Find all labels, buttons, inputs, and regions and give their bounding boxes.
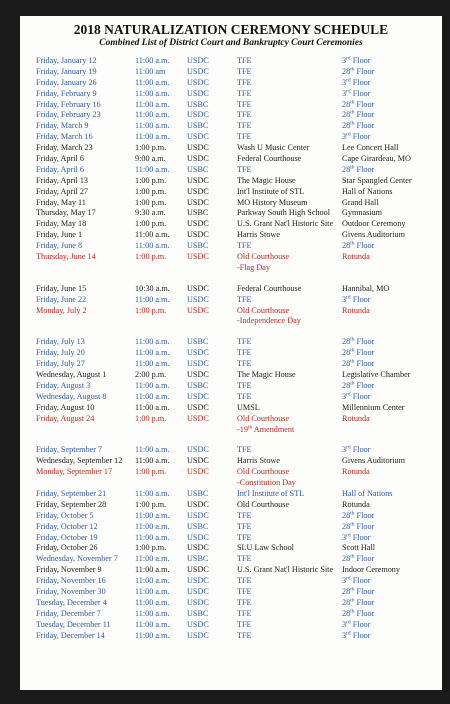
ceremony-date: Friday, June 8 — [36, 241, 83, 251]
table-row — [20, 284, 442, 295]
ceremony-room: 3rd Floor — [342, 87, 371, 98]
schedule-document — [20, 16, 442, 690]
ceremony-room: 28th Floor — [342, 109, 375, 120]
table-row — [20, 467, 442, 478]
table-row — [20, 381, 442, 392]
ceremony-room: Hall of Nations — [342, 186, 393, 196]
ceremony-location: TFE — [237, 99, 252, 109]
ceremony-time: 1:00 p.m. — [135, 413, 167, 423]
ceremony-time: 11:00 a.m. — [135, 359, 170, 369]
ceremony-court: USDC — [187, 186, 209, 196]
ceremony-time: 1:00 p.m. — [135, 467, 167, 477]
ceremony-location: TFE — [237, 608, 252, 618]
ceremony-date: Friday, July 27 — [36, 359, 85, 369]
ceremony-date: Tuesday, December 4 — [36, 597, 107, 607]
ceremony-court: USDC — [187, 77, 209, 87]
ceremony-room: 3rd Floor — [342, 293, 371, 304]
ceremony-room: 28th Floor — [342, 347, 375, 358]
ceremony-date: Wednesday, September 12 — [36, 456, 123, 466]
ceremony-date: Friday, July 13 — [36, 337, 85, 347]
ceremony-location: The Magic House — [237, 370, 296, 380]
ceremony-time: 11:00 a.m. — [135, 241, 170, 251]
table-row — [20, 359, 442, 370]
ceremony-room: 3rd Floor — [342, 618, 371, 629]
ceremony-time: 9:00 a.m. — [135, 154, 166, 164]
ceremony-location: TFE — [237, 619, 252, 629]
ceremony-time: 11:00 a.m. — [135, 380, 170, 390]
ceremony-time: 1:00 p.m. — [135, 252, 167, 262]
table-row — [20, 533, 442, 544]
ceremony-location: TFE — [237, 294, 252, 304]
ceremony-date: Friday, January 26 — [36, 77, 97, 87]
ceremony-time: 11:00 am — [135, 66, 166, 76]
ceremony-location: TFE — [237, 597, 252, 607]
table-row — [20, 500, 442, 511]
table-row — [20, 110, 442, 121]
ceremony-date: Friday, December 14 — [36, 630, 105, 640]
ceremony-court: USDC — [187, 413, 209, 423]
table-row — [20, 274, 442, 284]
ceremony-date: Friday, April 13 — [36, 175, 89, 185]
ceremony-date: Friday, January 19 — [36, 66, 97, 76]
ceremony-court: USBC — [187, 121, 209, 131]
ceremony-location: TFE — [237, 586, 252, 596]
document-subtitle: Combined List of District Court and Bankruptcy Court Ceremonies — [99, 38, 363, 48]
ceremony-court: USDC — [187, 619, 209, 629]
table-row — [20, 208, 442, 219]
table-row — [20, 230, 442, 241]
ceremony-location: UMSL — [237, 402, 260, 412]
ceremony-location: TFE — [237, 164, 252, 174]
ceremony-date: Friday, March 9 — [36, 121, 89, 131]
ceremony-location: Old Courthouse — [237, 305, 290, 315]
table-row — [20, 219, 442, 230]
ceremony-room: 28th Floor — [342, 66, 375, 76]
ceremony-court: USDC — [187, 532, 209, 542]
table-row — [20, 306, 442, 317]
ceremony-date: Friday, September 21 — [36, 488, 107, 498]
table-row — [20, 241, 442, 252]
ceremony-time: 1:00 p.m. — [135, 305, 167, 315]
ceremony-time: 11:00 a.m. — [135, 510, 170, 520]
ceremony-time: 1:00 p.m. — [135, 186, 167, 196]
ceremony-date: Friday, October 12 — [36, 521, 98, 531]
ceremony-location: Wash U Music Center — [237, 143, 310, 153]
ceremony-court: USDC — [187, 230, 209, 240]
ceremony-date: Friday, June 15 — [36, 283, 87, 293]
ceremony-court: USBC — [187, 521, 209, 531]
ceremony-court: USDC — [187, 510, 209, 520]
table-row — [20, 543, 442, 554]
ceremony-court: USBC — [187, 99, 209, 109]
ceremony-room: 3rd Floor — [342, 391, 371, 401]
ceremony-date: Friday, November 16 — [36, 576, 106, 586]
ceremony-court: USDC — [187, 283, 209, 293]
table-row — [20, 348, 442, 359]
ceremony-court: USDC — [187, 143, 209, 153]
table-row — [20, 154, 442, 165]
ceremony-court: USBC — [187, 208, 209, 218]
ceremony-location: TFE — [237, 576, 252, 586]
ceremony-court: USDC — [187, 456, 209, 466]
ceremony-date: Friday, May 11 — [36, 197, 86, 207]
ceremony-location: Parkway South High School — [237, 208, 331, 218]
ceremony-room: Rotunda — [342, 467, 370, 477]
ceremony-location: SLU Law School — [237, 543, 294, 553]
ceremony-time: 11:00 a.m. — [135, 576, 170, 586]
ceremony-room: Indoor Ceremony — [342, 565, 400, 575]
ceremony-date: Friday, June 22 — [36, 294, 87, 304]
ceremony-location: TFE — [237, 380, 252, 390]
ceremony-room: 3rd Floor — [342, 575, 371, 586]
table-row — [20, 511, 442, 522]
ceremony-time: 11:00 a.m. — [135, 565, 170, 575]
ceremony-room: Scott Hall — [342, 543, 375, 553]
ceremony-time: 1:00 p.m. — [135, 499, 167, 509]
ceremony-time: 11:00 a.m. — [135, 391, 170, 401]
ceremony-court: USBC — [187, 241, 209, 251]
ceremony-room: 3rd Floor — [342, 131, 371, 142]
ceremony-room: Hannibal, MO — [342, 283, 390, 293]
ceremony-room: 3rd Floor — [342, 55, 371, 65]
table-row — [20, 295, 442, 306]
table-row — [20, 78, 442, 89]
ceremony-room: 28th Floor — [342, 98, 375, 109]
ceremony-court: USDC — [187, 630, 209, 640]
table-row — [20, 121, 442, 132]
table-row — [20, 187, 442, 198]
schedule-table — [20, 56, 442, 641]
ceremony-court: USDC — [187, 219, 209, 229]
ceremony-room: Legislative Chamber — [342, 370, 411, 380]
table-row — [20, 631, 442, 642]
ceremony-location: TFE — [237, 77, 252, 87]
ceremony-room: 28th Floor — [342, 586, 375, 596]
ceremony-court: USBC — [187, 554, 209, 564]
ceremony-date: Friday, February 9 — [36, 88, 97, 98]
table-row — [20, 89, 442, 100]
table-row — [20, 598, 442, 609]
ceremony-location: TFE — [237, 56, 252, 65]
ceremony-location: Harris Stowe — [237, 230, 280, 240]
ceremony-location: TFE — [237, 532, 252, 542]
ceremony-location: TFE — [237, 445, 252, 455]
ceremony-court: USDC — [187, 543, 209, 553]
ceremony-court: USDC — [187, 197, 209, 207]
table-row — [20, 489, 442, 500]
ceremony-date: Friday, September 28 — [36, 499, 107, 509]
ceremony-location: TFE — [237, 121, 252, 131]
ceremony-location: Old Courthouse — [237, 252, 290, 262]
ceremony-location: -Independence Day — [237, 316, 301, 326]
ceremony-room: 3rd Floor — [342, 531, 371, 542]
ceremony-court: USDC — [187, 175, 209, 185]
table-row — [20, 165, 442, 176]
table-row — [20, 176, 442, 187]
ceremony-time: 11:00 a.m. — [135, 337, 170, 347]
ceremony-location: TFE — [237, 88, 252, 98]
table-row — [20, 609, 442, 620]
ceremony-room: Givens Auditorium — [342, 456, 405, 466]
ceremony-date: Wednesday, August 8 — [36, 391, 107, 401]
ceremony-court: USDC — [187, 348, 209, 358]
ceremony-location: TFE — [237, 554, 252, 564]
ceremony-date: Friday, April 6 — [36, 154, 84, 164]
table-row — [20, 445, 442, 456]
ceremony-room: Star Spangled Center — [342, 175, 412, 185]
ceremony-time: 11:00 a.m. — [135, 121, 170, 131]
ceremony-date: Thursday, May 17 — [36, 208, 96, 218]
ceremony-time: 11:00 a.m. — [135, 456, 170, 466]
table-row — [20, 522, 442, 533]
ceremony-date: Friday, February 23 — [36, 110, 101, 120]
ceremony-time: 11:00 a.m. — [135, 77, 170, 87]
ceremony-date: Friday, August 24 — [36, 413, 95, 423]
ceremony-location: TFE — [237, 521, 252, 531]
ceremony-court: USDC — [187, 402, 209, 412]
table-row — [20, 327, 442, 337]
ceremony-date: Monday, July 2 — [36, 305, 87, 315]
ceremony-date: Tuesday, December 11 — [36, 619, 111, 629]
ceremony-date: Friday, September 7 — [36, 445, 103, 455]
table-row — [20, 132, 442, 143]
ceremony-time: 11:00 a.m. — [135, 99, 170, 109]
ceremony-room: Millennium Center — [342, 402, 405, 412]
ceremony-court: USDC — [187, 391, 209, 401]
ceremony-date: Friday, November 30 — [36, 586, 106, 596]
ceremony-time: 11:00 a.m. — [135, 445, 170, 455]
ceremony-date: Friday, April 6 — [36, 164, 84, 174]
ceremony-room: 28th Floor — [342, 553, 375, 564]
table-row — [20, 198, 442, 209]
table-row — [20, 263, 442, 274]
ceremony-location: Old Courthouse — [237, 467, 290, 477]
ceremony-location: TFE — [237, 348, 252, 358]
ceremony-date: Friday, January 12 — [36, 56, 97, 65]
table-row — [20, 554, 442, 565]
ceremony-date: Friday, August 3 — [36, 380, 91, 390]
table-row — [20, 425, 442, 436]
ceremony-time: 11:00 a.m. — [135, 597, 170, 607]
table-row — [20, 414, 442, 425]
ceremony-room: 28th Floor — [342, 164, 375, 174]
ceremony-time: 11:00 a.m. — [135, 164, 170, 174]
ceremony-court: USDC — [187, 305, 209, 315]
table-row — [20, 316, 442, 327]
table-row — [20, 56, 442, 67]
ceremony-court: USBC — [187, 380, 209, 390]
table-row — [20, 478, 442, 489]
ceremony-court: USDC — [187, 445, 209, 455]
ceremony-time: 11:00 a.m. — [135, 110, 170, 120]
ceremony-room: 3rd Floor — [342, 77, 371, 87]
table-row — [20, 252, 442, 263]
ceremony-court: USDC — [187, 110, 209, 120]
ceremony-room: Grand Hall — [342, 197, 379, 207]
ceremony-location: TFE — [237, 132, 252, 142]
table-row — [20, 576, 442, 587]
table-row — [20, 620, 442, 631]
ceremony-time: 11:00 a.m. — [135, 56, 170, 65]
ceremony-time: 1:00 p.m. — [135, 143, 167, 153]
ceremony-court: USDC — [187, 132, 209, 142]
ceremony-room: Cape Girardeau, MO — [342, 154, 411, 164]
ceremony-court: USDC — [187, 565, 209, 575]
table-row — [20, 337, 442, 348]
ceremony-location: -Constitution Day — [237, 478, 296, 488]
table-row — [20, 565, 442, 576]
ceremony-time: 1:00 p.m. — [135, 219, 167, 229]
table-row — [20, 100, 442, 111]
ceremony-location: Federal Courthouse — [237, 283, 302, 293]
ceremony-location: The Magic House — [237, 175, 296, 185]
ceremony-room: 28th Floor — [342, 520, 375, 531]
ceremony-date: Friday, August 10 — [36, 402, 95, 412]
ceremony-date: Wednesday, August 1 — [36, 370, 107, 380]
table-row — [20, 435, 442, 445]
ceremony-location: Harris Stowe — [237, 456, 280, 466]
ceremony-time: 1:00 p.m. — [135, 197, 167, 207]
ceremony-date: Friday, April 27 — [36, 186, 89, 196]
table-row — [20, 370, 442, 381]
ceremony-location: TFE — [237, 359, 252, 369]
ceremony-room: Lee Concert Hall — [342, 143, 399, 153]
ceremony-location: TFE — [237, 510, 252, 520]
ceremony-room: 28th Floor — [342, 608, 375, 618]
ceremony-room: 28th Floor — [342, 120, 375, 131]
ceremony-room: 28th Floor — [342, 358, 375, 369]
ceremony-court: USDC — [187, 252, 209, 262]
ceremony-location: Old Courthouse — [237, 413, 290, 423]
ceremony-room: 28th Floor — [342, 240, 375, 251]
ceremony-time: 2:00 p.m. — [135, 370, 167, 380]
ceremony-date: Friday, February 16 — [36, 99, 101, 109]
ceremony-time: 1:00 p.m. — [135, 543, 167, 553]
ceremony-room: Hall of Nations — [342, 488, 393, 498]
ceremony-date: Friday, October 19 — [36, 532, 98, 542]
table-row — [20, 403, 442, 414]
document-title: 2018 NATURALIZATION CEREMONY SCHEDULE — [73, 22, 389, 37]
ceremony-room: Givens Auditorium — [342, 230, 405, 240]
ceremony-court: USDC — [187, 294, 209, 304]
ceremony-date: Friday, May 18 — [36, 219, 87, 229]
ceremony-room: Rotunda — [342, 305, 370, 315]
ceremony-time: 11:00 a.m. — [135, 521, 170, 531]
ceremony-time: 11:00 a.m. — [135, 230, 170, 240]
ceremony-location: Federal Courthouse — [237, 154, 302, 164]
ceremony-room: Rotunda — [342, 413, 370, 423]
ceremony-court: USBC — [187, 164, 209, 174]
ceremony-court: USBC — [187, 488, 209, 498]
ceremony-room: 28th Floor — [342, 380, 375, 390]
ceremony-court: USDC — [187, 154, 209, 164]
ceremony-time: 10:30 a.m. — [135, 283, 170, 293]
ceremony-court: USDC — [187, 56, 209, 65]
table-row — [20, 392, 442, 403]
ceremony-time: 11:00 a.m. — [135, 132, 170, 142]
ceremony-date: Friday, December 7 — [36, 608, 101, 618]
ceremony-court: USBC — [187, 608, 209, 618]
ceremony-room: 28th Floor — [342, 597, 375, 607]
ceremony-time: 11:00 a.m. — [135, 488, 170, 498]
ceremony-room: 28th Floor — [342, 336, 375, 347]
ceremony-time: 11:00 a.m. — [135, 88, 170, 98]
ceremony-location: U.S. Grant Nat'l Historic Site — [237, 219, 334, 229]
ceremony-date: Friday, October 26 — [36, 543, 98, 553]
ceremony-time: 1:00 p.m. — [135, 175, 167, 185]
ceremony-court: USDC — [187, 597, 209, 607]
table-row — [20, 456, 442, 467]
ceremony-location: Int'l Institute of STL — [237, 488, 305, 498]
ceremony-location: TFE — [237, 110, 252, 120]
ceremony-date: Thursday, June 14 — [36, 252, 96, 262]
ceremony-room: Gymnasium — [342, 208, 383, 218]
ceremony-date: Monday, September 17 — [36, 467, 113, 477]
ceremony-court: USDC — [187, 66, 209, 76]
ceremony-location: TFE — [237, 337, 252, 347]
ceremony-court: USDC — [187, 586, 209, 596]
ceremony-location: MO History Museum — [237, 197, 308, 207]
table-row — [20, 143, 442, 154]
ceremony-location: TFE — [237, 241, 252, 251]
ceremony-court: USDC — [187, 576, 209, 586]
table-row — [20, 67, 442, 78]
ceremony-location: TFE — [237, 630, 252, 640]
ceremony-time: 11:00 a.m. — [135, 532, 170, 542]
ceremony-time: 11:00 a.m. — [135, 554, 170, 564]
ceremony-location: Old Courthouse — [237, 499, 290, 509]
ceremony-room: Rotunda — [342, 252, 370, 262]
ceremony-time: 11:00 a.m. — [135, 619, 170, 629]
ceremony-time: 11:00 a.m. — [135, 402, 170, 412]
ceremony-room: 3rd Floor — [342, 444, 371, 455]
ceremony-date: Wednesday, November 7 — [36, 554, 118, 564]
ceremony-court: USDC — [187, 359, 209, 369]
ceremony-time: 11:00 a.m. — [135, 586, 170, 596]
ceremony-location: TFE — [237, 66, 252, 76]
ceremony-date: Friday, November 9 — [36, 565, 102, 575]
table-row — [20, 587, 442, 598]
ceremony-court: USDC — [187, 88, 209, 98]
ceremony-court: USDC — [187, 499, 209, 509]
ceremony-court: USDC — [187, 467, 209, 477]
ceremony-date: Friday, June 1 — [36, 230, 83, 240]
ceremony-location: U.S. Grant Nat'l Historic Site — [237, 565, 334, 575]
ceremony-time: 11:00 a.m. — [135, 608, 170, 618]
ceremony-date: Friday, October 5 — [36, 510, 94, 520]
ceremony-room: Rotunda — [342, 499, 370, 509]
ceremony-room: 3rd Floor — [342, 629, 371, 640]
ceremony-location: -Flag Day — [237, 262, 270, 272]
ceremony-date: Friday, March 16 — [36, 132, 93, 142]
ceremony-time: 11:00 a.m. — [135, 294, 170, 304]
ceremony-time: 11:00 a.m. — [135, 630, 170, 640]
ceremony-court: USBC — [187, 337, 209, 347]
ceremony-location: Int'l Institute of STL — [237, 186, 305, 196]
ceremony-court: USDC — [187, 370, 209, 380]
ceremony-time: 9:30 a.m. — [135, 208, 166, 218]
ceremony-location: -19th Amendment — [237, 423, 295, 434]
ceremony-location: TFE — [237, 391, 252, 401]
ceremony-date: Friday, July 20 — [36, 348, 85, 358]
ceremony-room: Outdoor Ceremony — [342, 219, 406, 229]
ceremony-time: 11:00 a.m. — [135, 348, 170, 358]
ceremony-date: Friday, March 23 — [36, 143, 93, 153]
ceremony-room: 28th Floor — [342, 510, 375, 520]
